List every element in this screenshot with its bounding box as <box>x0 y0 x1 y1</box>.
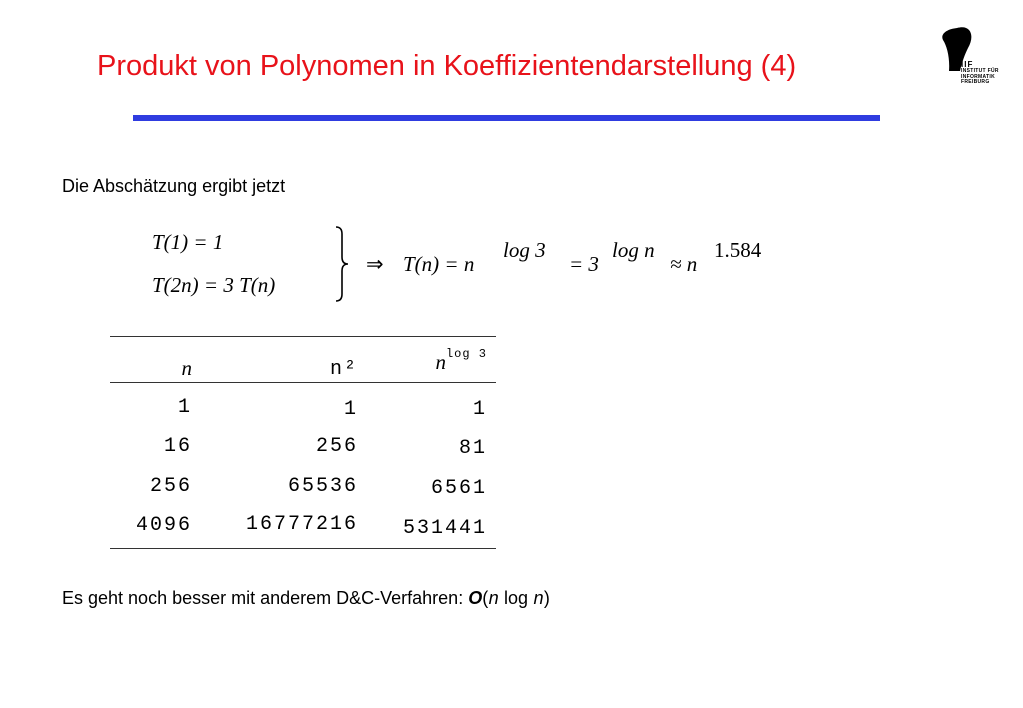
title-underline <box>133 115 880 121</box>
paren-open: ( <box>482 588 489 608</box>
header-n: n <box>181 356 192 380</box>
exponent-log3: log 3 <box>503 238 546 262</box>
header-n-log3 <box>435 347 487 376</box>
conclusion-sentence: Es geht noch besser mit anderem D&C-Verfahren: <box>62 588 469 608</box>
intro-text: Die Abschätzung ergibt jetzt <box>62 176 286 196</box>
table-cell: 81 <box>458 437 487 460</box>
exponent-logn: log n <box>612 238 655 262</box>
big-o: O <box>468 588 483 608</box>
table-cell: 6561 <box>430 477 487 500</box>
table-top-rule <box>110 336 496 337</box>
table-cell: 256 <box>315 435 358 458</box>
result-lhs: T(n) = n <box>403 252 475 276</box>
table-cell: 4096 <box>135 514 192 537</box>
recurrence-step: T(2n) = 3 T(n) <box>152 273 276 297</box>
var-n: n <box>533 590 544 610</box>
table-cell: 1 <box>177 396 192 419</box>
table-cell: 256 <box>149 475 192 498</box>
logo-line3: INFORMATIK <box>961 73 996 80</box>
logo-text <box>961 60 1021 86</box>
header-n-squared: n² <box>329 358 358 381</box>
right-brace <box>334 226 356 302</box>
table-cell: 65536 <box>287 475 358 498</box>
logo-line4: FREIBURG <box>961 79 990 85</box>
exponent-1584: 1.584 <box>714 238 762 262</box>
recurrence-base: T(1) = 1 <box>152 230 224 254</box>
conclusion-text <box>62 588 550 610</box>
log-word: log <box>499 588 534 608</box>
var-n: n <box>488 590 500 610</box>
table-cell: 16 <box>163 435 192 458</box>
implies-arrow: ⇒ <box>366 252 384 276</box>
header-exponent: log 3 <box>445 347 487 361</box>
table-bottom-rule <box>110 548 496 549</box>
header-n-base: n <box>435 350 446 374</box>
table-header-rule <box>110 382 496 383</box>
result-three: = 3 <box>569 252 599 276</box>
table-cell: 16777216 <box>245 513 358 536</box>
approx-n: ≈ n <box>670 252 698 276</box>
logo-line2: INSTITUT FÜR <box>961 68 999 74</box>
paren-close: ) <box>543 588 550 608</box>
table-cell: 1 <box>343 398 358 421</box>
table-cell: 531441 <box>402 517 487 540</box>
table-cell: 1 <box>472 398 487 421</box>
page-title: Produkt von Polynomen in Koeffizientendarstellung (4) <box>97 50 797 82</box>
logo-iif: IIF <box>961 60 974 69</box>
